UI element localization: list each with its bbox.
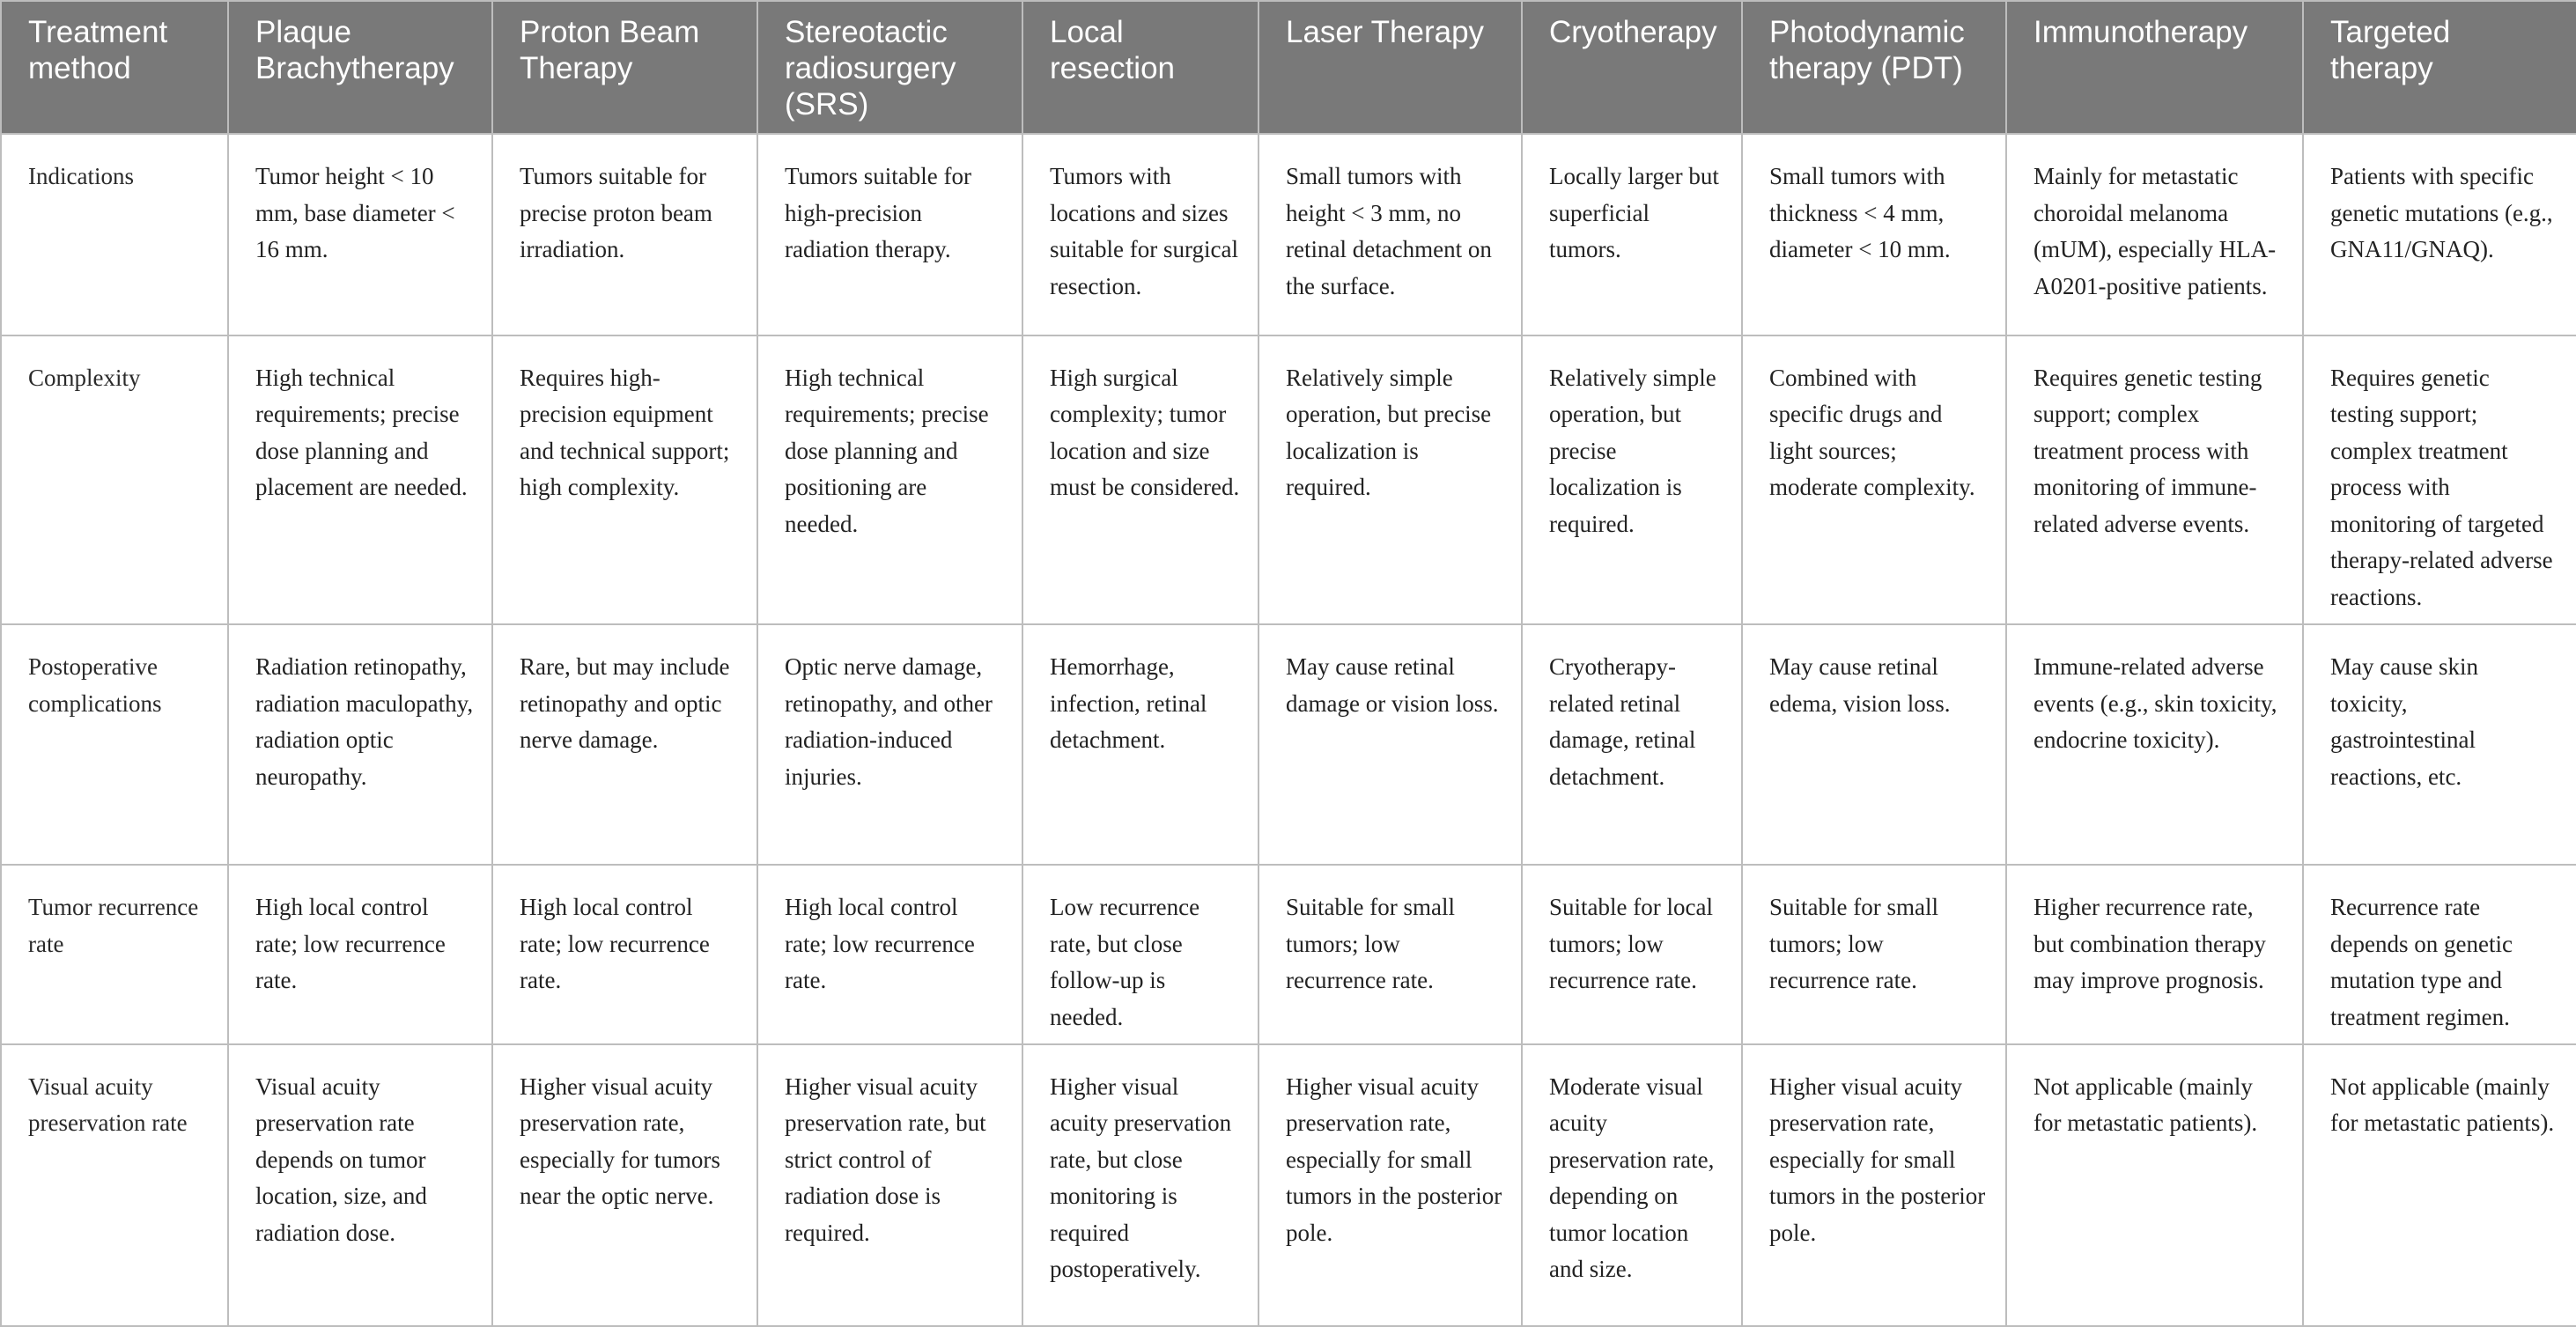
table-row-postoperative-complications — [1, 624, 2576, 865]
table-cell: Small tumors with height < 3 mm, no retinal detachment on the surface. — [1258, 134, 1522, 335]
table-cell: Suitable for small tumors; low recurrence rate. — [1258, 865, 1522, 1044]
table-cell: Patients with specific genetic mutations (e.g., GNA11/GNAQ). — [2303, 134, 2576, 335]
table-cell: Recurrence rate depends on genetic mutation type and treatment regimen. — [2303, 865, 2576, 1044]
table-header-row — [1, 1, 2576, 134]
table-cell: Relatively simple operation, but precise localization is required. — [1258, 335, 1522, 625]
table-cell: Tumor height < 10 mm, base diameter < 16 mm. — [228, 134, 492, 335]
table-cell: May cause skin toxicity, gastrointestinal reactions, etc. — [2303, 624, 2576, 865]
table-row-indications — [1, 134, 2576, 335]
table-cell: Low recurrence rate, but close follow-up is needed. — [1022, 865, 1258, 1044]
table-cell: Higher recurrence rate, but combination therapy may improve prognosis. — [2006, 865, 2303, 1044]
table-cell: Small tumors with thickness < 4 mm, diameter < 10 mm. — [1742, 134, 2006, 335]
table-row-complexity — [1, 335, 2576, 625]
table-cell: Tumors with locations and sizes suitable for surgical resection. — [1022, 134, 1258, 335]
table-cell: Tumors suitable for precise proton beam irradiation. — [492, 134, 757, 335]
row-label-complexity: Complexity — [1, 335, 228, 625]
table-cell: Requires genetic testing support; complex treatment process with monitoring of targeted therapy-related adverse reactions. — [2303, 335, 2576, 625]
table-cell: High local control rate; low recurrence rate. — [757, 865, 1022, 1044]
header-stereotactic-radiosurgery: Stereotactic radiosurgery (SRS) — [757, 1, 1022, 134]
table-cell: Cryotherapy-related retinal damage, retinal detachment. — [1522, 624, 1742, 865]
header-laser-therapy: Laser Therapy — [1258, 1, 1522, 134]
table-cell: May cause retinal damage or vision loss. — [1258, 624, 1522, 865]
table-cell: Immune-related adverse events (e.g., skin toxicity, endocrine toxicity). — [2006, 624, 2303, 865]
table-cell: Combined with specific drugs and light sources; moderate complexity. — [1742, 335, 2006, 625]
row-label-postoperative-complications: Postoperative complications — [1, 624, 228, 865]
header-treatment-method: Treatment method — [1, 1, 228, 134]
header-photodynamic-therapy: Photodynamic therapy (PDT) — [1742, 1, 2006, 134]
row-label-indications: Indications — [1, 134, 228, 335]
table-cell: Higher visual acuity preservation rate, especially for tumors near the optic nerve. — [492, 1044, 757, 1326]
table-cell: Visual acuity preservation rate depends on tumor location, size, and radiation dose. — [228, 1044, 492, 1326]
table-cell: Moderate visual acuity preservation rate, depending on tumor location and size. — [1522, 1044, 1742, 1326]
table-cell: Higher visual acuity preservation rate, especially for small tumors in the posterior pole. — [1258, 1044, 1522, 1326]
table-cell: Not applicable (mainly for metastatic patients). — [2303, 1044, 2576, 1326]
table-cell: Suitable for small tumors; low recurrence rate. — [1742, 865, 2006, 1044]
table-cell: Requires genetic testing support; complex treatment process with monitoring of immune-related adverse events. — [2006, 335, 2303, 625]
table-cell: High technical requirements; precise dose planning and placement are needed. — [228, 335, 492, 625]
table-cell: Rare, but may include retinopathy and optic nerve damage. — [492, 624, 757, 865]
table-cell: Tumors suitable for high-precision radiation therapy. — [757, 134, 1022, 335]
table-cell: Suitable for local tumors; low recurrence rate. — [1522, 865, 1742, 1044]
table-cell: Mainly for metastatic choroidal melanoma (mUM), especially HLA-A0201-positive patients. — [2006, 134, 2303, 335]
table-cell: Higher visual acuity preservation rate, but close monitoring is required postoperatively. — [1022, 1044, 1258, 1326]
table-cell: High local control rate; low recurrence rate. — [492, 865, 757, 1044]
table-cell: High local control rate; low recurrence rate. — [228, 865, 492, 1044]
table-cell: High surgical complexity; tumor location and size must be considered. — [1022, 335, 1258, 625]
header-local-resection: Local resection — [1022, 1, 1258, 134]
table-cell: Higher visual acuity preservation rate, but strict control of radiation dose is required. — [757, 1044, 1022, 1326]
table-cell: Optic nerve damage, retinopathy, and other radiation-induced injuries. — [757, 624, 1022, 865]
header-targeted-therapy: Targeted therapy — [2303, 1, 2576, 134]
header-proton-beam-therapy: Proton Beam Therapy — [492, 1, 757, 134]
header-cryotherapy: Cryotherapy — [1522, 1, 1742, 134]
table-cell: Higher visual acuity preservation rate, especially for small tumors in the posterior pole. — [1742, 1044, 2006, 1326]
table-row-tumor-recurrence-rate — [1, 865, 2576, 1044]
header-plaque-brachytherapy: Plaque Brachytherapy — [228, 1, 492, 134]
table-cell: Not applicable (mainly for metastatic patients). — [2006, 1044, 2303, 1326]
table-row-visual-acuity-preservation-rate — [1, 1044, 2576, 1326]
table-cell: Relatively simple operation, but precise localization is required. — [1522, 335, 1742, 625]
table-cell: High technical requirements; precise dose planning and positioning are needed. — [757, 335, 1022, 625]
table-cell: Requires high-precision equipment and technical support; high complexity. — [492, 335, 757, 625]
table-cell: Radiation retinopathy, radiation maculopathy, radiation optic neuropathy. — [228, 624, 492, 865]
row-label-tumor-recurrence-rate: Tumor recurrence rate — [1, 865, 228, 1044]
header-immunotherapy: Immunotherapy — [2006, 1, 2303, 134]
table-cell: May cause retinal edema, vision loss. — [1742, 624, 2006, 865]
table-cell: Locally larger but superficial tumors. — [1522, 134, 1742, 335]
table-cell: Hemorrhage, infection, retinal detachment. — [1022, 624, 1258, 865]
row-label-visual-acuity-preservation-rate: Visual acuity preservation rate — [1, 1044, 228, 1326]
